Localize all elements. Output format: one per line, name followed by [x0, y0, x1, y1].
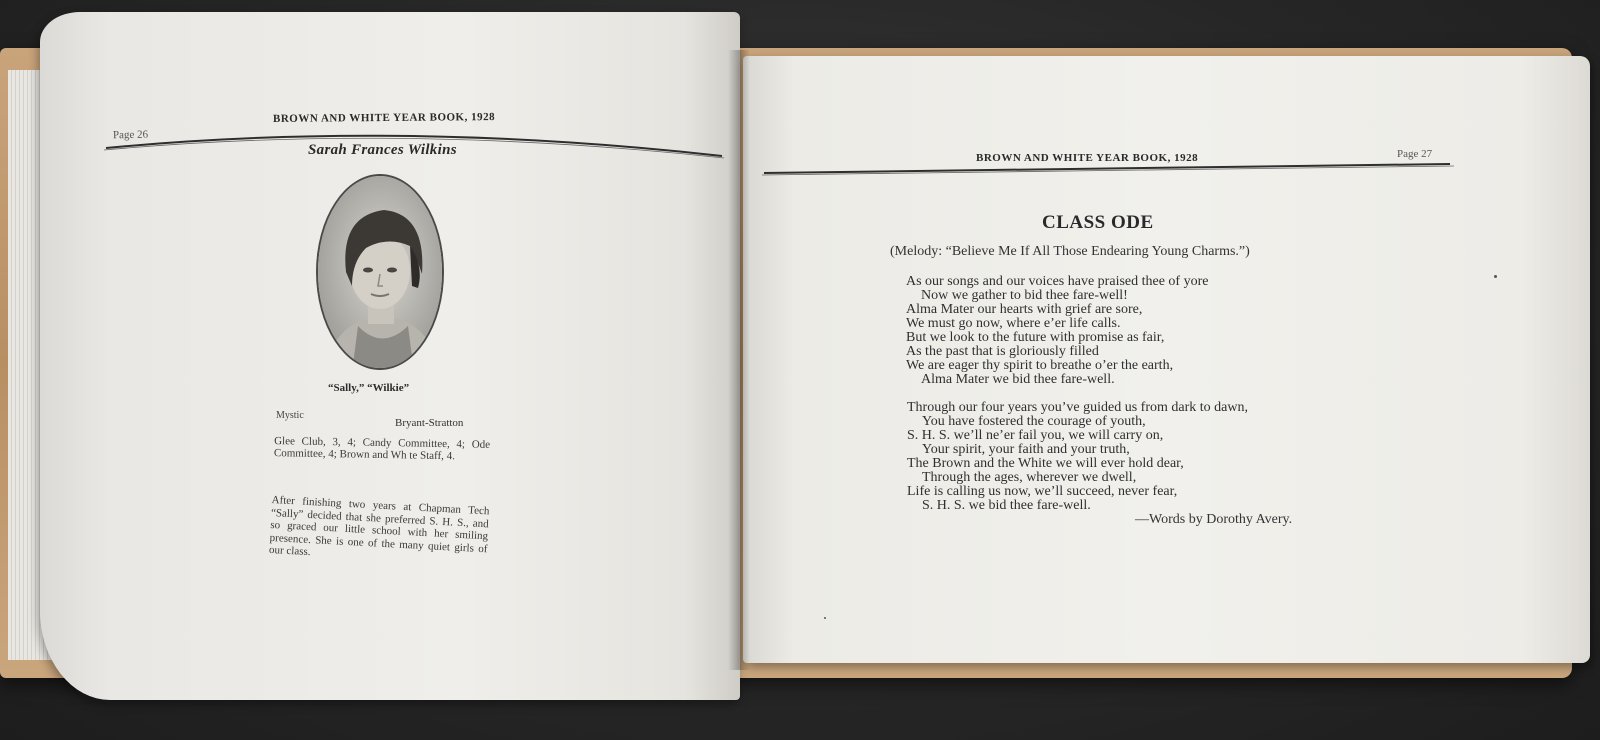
left-page-number: Page 26 — [112, 128, 149, 142]
ode-verse-1 — [906, 275, 1208, 387]
paper-speck — [1494, 275, 1497, 278]
ode-line: Through our four years you’ve guided us from dark to dawn, — [907, 400, 1248, 415]
ode-melody: (Melody: “Believe Me If All Those Endearing Young Charms.”) — [890, 244, 1250, 259]
ode-title: CLASS ODE — [1042, 212, 1154, 233]
ode-line: We must go now, where e’er life calls. — [906, 316, 1121, 331]
ode-line: Alma Mater our hearts with grief are sore, — [906, 302, 1143, 317]
ode-line: Alma Mater we bid thee fare-well. — [921, 372, 1115, 387]
ode-line: But we look to the future with promise as fair, — [906, 330, 1165, 345]
right-page-header: BROWN AND WHITE YEAR BOOK, 1928 — [976, 152, 1199, 164]
ode-line: Your spirit, your faith and your truth, — [922, 442, 1130, 457]
right-page-number: Page 27 — [1397, 148, 1433, 160]
ode-attribution: —Words by Dorothy Avery. — [1135, 512, 1293, 527]
student-bio: After finishing two years at Chapman Tech “Sally” decided that she preferred S. H. S., and so graced our little school with her smiling presence. She is one of the many quiet girls of our class. — [268, 494, 490, 559]
right-header-rule — [760, 160, 1460, 180]
student-name: Sarah Frances Wilkins — [308, 142, 457, 158]
ode-line: As our songs and our voices have praised thee of yore — [906, 274, 1209, 289]
ode-line: Life is calling us now, we’ll succeed, never fear, — [907, 484, 1178, 499]
ode-line: As the past that is gloriously filled — [906, 344, 1099, 359]
left-page-header: BROWN AND WHITE YEAR BOOK, 1928 — [272, 111, 496, 125]
ode-verse-2 — [907, 401, 1248, 513]
student-next-school: Bryant-Stratton — [395, 417, 464, 429]
paper-speck — [824, 617, 826, 619]
ode-line: We are eager thy spirit to breathe o’er the earth, — [906, 358, 1174, 373]
ode-line: Through the ages, wherever we dwell, — [922, 470, 1137, 485]
ode-line: S. H. S. we’ll ne’er fail you, we will carry on, — [907, 428, 1164, 443]
ode-line: S. H. S. we bid thee fare-well. — [922, 498, 1091, 513]
book-spine — [728, 50, 750, 670]
portrait-image — [318, 176, 444, 370]
ode-line: You have fostered the courage of youth, — [922, 414, 1146, 429]
student-portrait — [316, 174, 444, 370]
student-activities: Glee Club, 3, 4; Candy Committee, 4; Ode Committee, 4; Brown and Wh te Staff, 4. — [273, 435, 491, 463]
student-nicknames: “Sally,” “Wilkie” — [328, 382, 410, 394]
ode-line: The Brown and the White we will ever hold dear, — [907, 456, 1184, 471]
student-society: Mystic — [276, 410, 304, 421]
ode-line: Now we gather to bid thee fare-well! — [921, 288, 1128, 303]
